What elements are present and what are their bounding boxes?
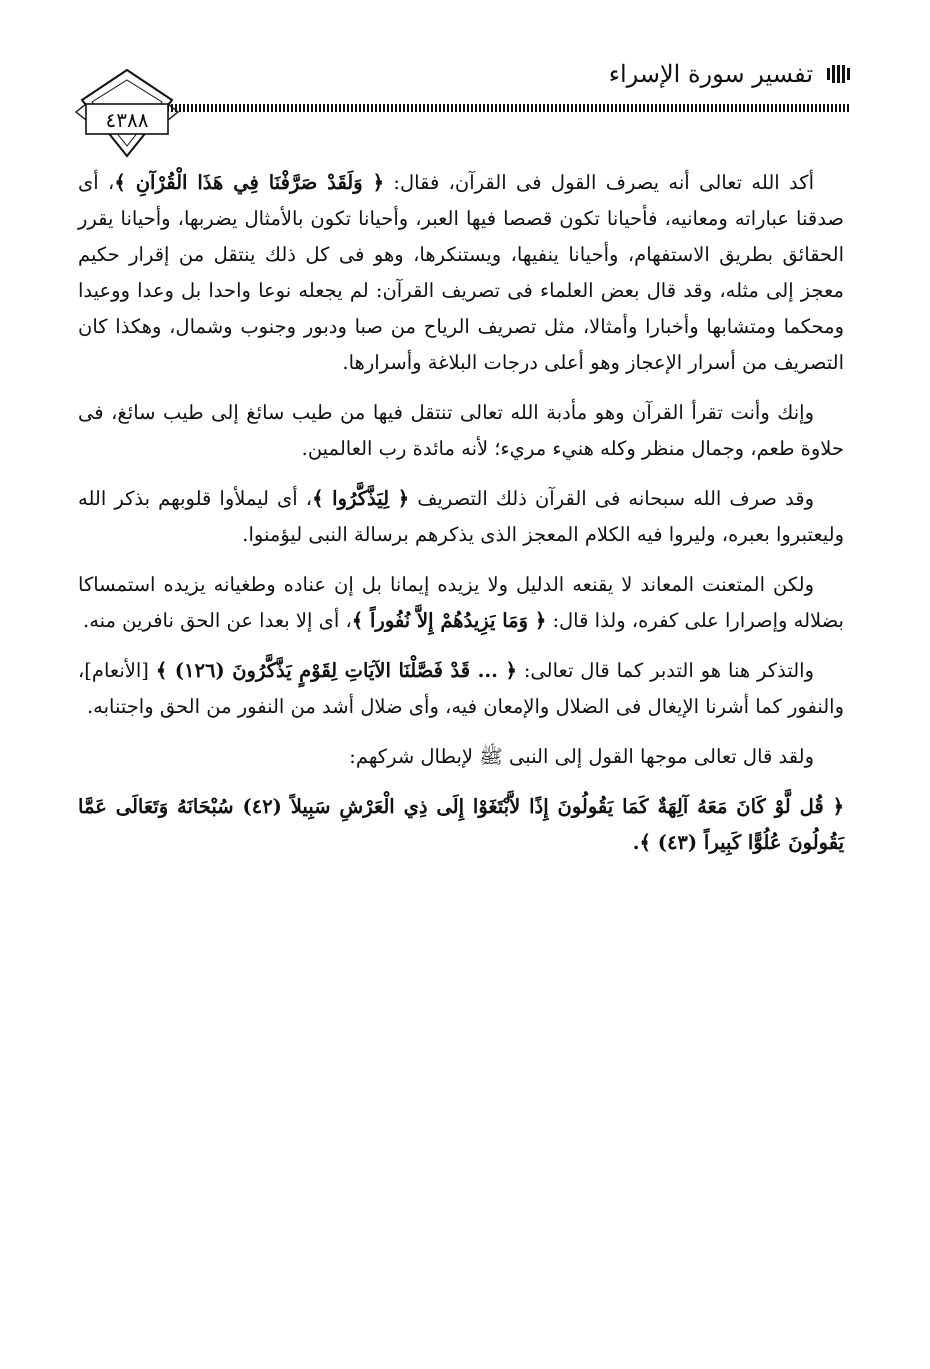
quran-quote: ﴿ لِيَذَّكَّرُوا ﴾ (312, 487, 410, 510)
text-segment: ، أى صدقنا عباراته ومعانيه، فأحيانا تكون قصصا فيها العبر، وأحيانا تكون بالأمثال يضربها، وأحيانا يقرر الحقائق بطريق الاستفهام، وأحيانا ينفيها، ويستنكرها، وهو فى كل ذلك ينتقل من إقرار حكيم معجز إلى مثله، وقد قال بعض العلماء فى تصريف القرآن: لم يجعله نوعا واحدا بل وعدا ووعيدا ومحكما ومتشابها وأخبارا وأمثالا، مثل تصريف الرياح من صبا ودبور وجنوب وشمال، وهكذا كان التصريف من أسرار الإعجاز وهو أعلى درجات البلاغة وأسرارها. (78, 171, 844, 374)
paragraph (78, 395, 844, 467)
paragraph (78, 739, 844, 775)
verse-quotation: ﴿ قُل لَّوْ كَانَ مَعَهُ آلِهَةٌ كَمَا يَقُولُونَ إِذًا لاَّبْتَغَوْا إِلَى ذِي الْعَرْشِ سَبِيلاً (٤٢) سُبْحَانَهُ وَتَعَالَى عَمَّا يَقُولُونَ عُلُوًّا كَبِيراً (٤٣) ﴾. (78, 795, 844, 854)
running-title-text: تفسير سورة الإسراء (608, 60, 813, 88)
text-segment: والتذكر هنا هو التدبر كما قال تعالى: (516, 659, 814, 682)
text-segment: وقد صرف الله سبحانه فى القرآن ذلك التصريف (409, 487, 814, 510)
paragraph (78, 567, 844, 639)
text-segment: أكد الله تعالى أنه يصرف القول فى القرآن، فقال: (384, 171, 814, 194)
page-number: ٤٣٨٨ (105, 108, 149, 132)
page-header (80, 48, 850, 158)
quran-quote: ﴿ وَلَقَدْ صَرَّفْنَا فِي هَذَا الْقُرْآنِ ﴾ (114, 171, 385, 194)
paragraph (78, 165, 844, 381)
text-segment: ، أى ليملأوا قلوبهم بذكر الله وليعتبروا بعبره، وليروا فيه الكلام المعجز الذى يذكرهم برسالة النبى ليؤمنوا. (78, 487, 844, 546)
text-segment: [الأنعام]، والنفور كما أشرنا الإيغال فى الضلال والإمعان فيه، وأى ضلال أشد من النفور من الحق واجتنابه. (78, 659, 844, 718)
paragraph (78, 481, 844, 553)
page-number-badge (72, 68, 182, 158)
paragraphs (78, 165, 844, 775)
quran-quote: ﴿ وَمَا يَزِيدُهُمْ إِلاَّ نُفُوراً ﴾ (351, 609, 547, 632)
text-segment: وإنك وأنت تقرأ القرآن وهو مأدبة الله تعالى تنتقل فيها من طيب سائغ إلى طيب سائغ، فى حلاوة طعم، وجمال منظر وكله هنيء مريء؛ لأنه مائدة رب العالمين. (78, 401, 844, 460)
ornament-icon (827, 65, 850, 83)
quran-quote: ﴿ ... قَدْ فَصَّلْنَا الآيَاتِ لِقَوْمٍ يَذَّكَّرُونَ (١٢٦) ﴾ (155, 659, 517, 682)
body-text (78, 165, 844, 875)
paragraph (78, 653, 844, 725)
text-segment: ولقد قال تعالى موجها القول إلى النبى ﷺ لإبطال شركهم: (349, 745, 814, 768)
header-rule (155, 104, 850, 112)
running-title (609, 60, 850, 88)
text-segment: ولكن المتعنت المعاند لا يقنعه الدليل ولا يزيده إيمانا بل إن عناده وطغيانه يزيده استمساكا بضلاله وإصرارا على كفره، ولذا قال: (78, 573, 844, 632)
text-segment: ، أى إلا بعدا عن الحق نافرين منه. (83, 609, 352, 632)
